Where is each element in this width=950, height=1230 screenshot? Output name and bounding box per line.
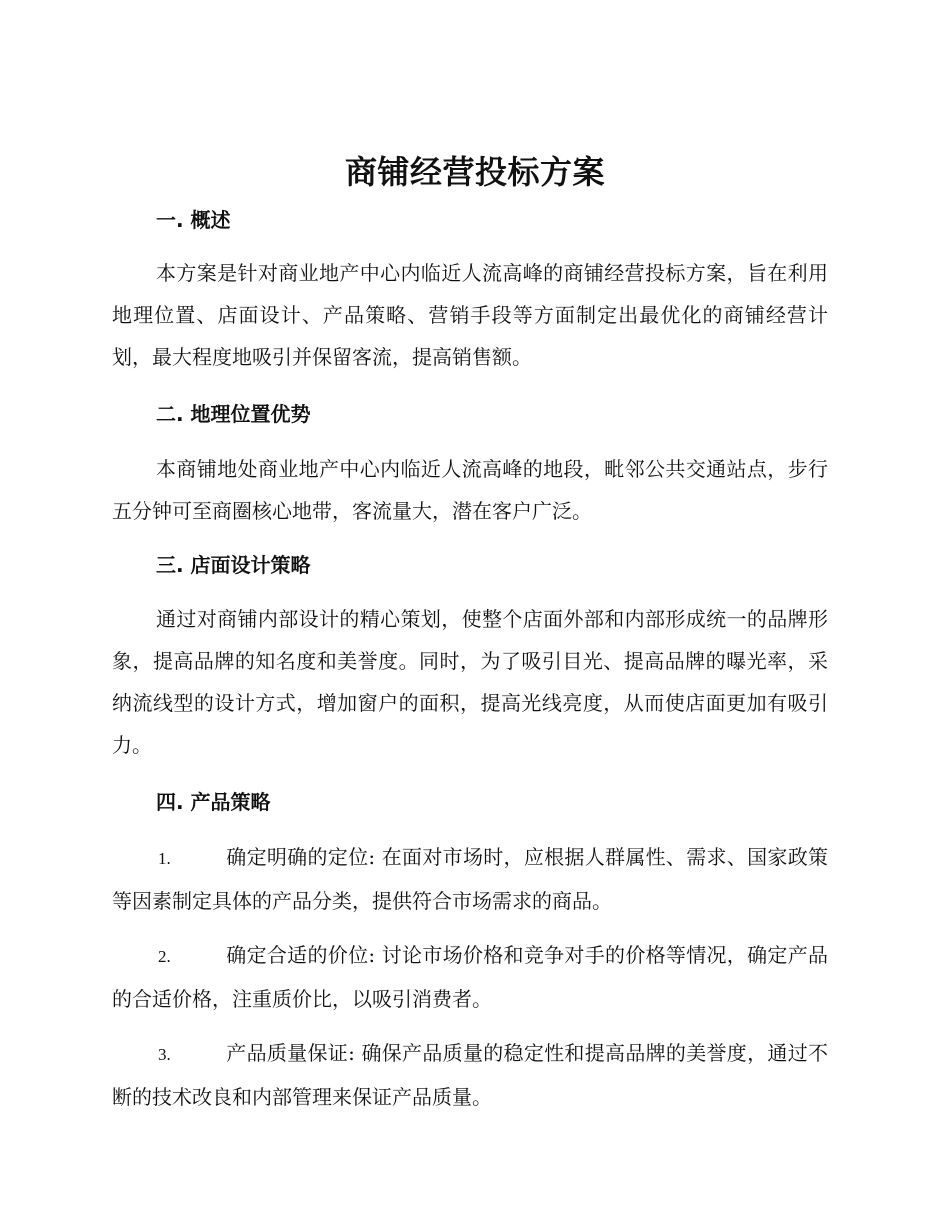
list-item-number: 3. xyxy=(158,1045,171,1064)
section-heading-location: 二. 地理位置优势 xyxy=(156,402,311,426)
list-item-text: 确定合适的价位: 讨论市场价格和竞争对手的价格等情况，确定产品的合适价格，注重质价比，以吸引消费者。 xyxy=(112,943,828,1011)
list-item xyxy=(112,934,828,1020)
section-heading-overview: 一. 概述 xyxy=(156,208,231,232)
list-item-number: 2. xyxy=(158,947,171,966)
list-item xyxy=(112,836,828,922)
section-paragraph-store-design: 通过对商铺内部设计的精心策划，使整个店面外部和内部形成统一的品牌形象，提高品牌的知名度和美誉度。同时，为了吸引目光、提高品牌的曝光率，采纳流线型的设计方式，增加窗户的面积，提高光线亮度，从而使店面更加有吸引力。 xyxy=(112,607,828,757)
document-title: 商铺经营投标方案 xyxy=(344,153,605,191)
section-heading-store-design: 三. 店面设计策略 xyxy=(156,553,311,577)
section-paragraph-location: 本商铺地处商业地产中心内临近人流高峰的地段，毗邻公共交通站点，步行五分钟可至商圈核心地带，客流量大，潜在客户广泛。 xyxy=(112,457,828,523)
list-item xyxy=(112,1032,828,1118)
list-item-text: 产品质量保证: 确保产品质量的稳定性和提高品牌的美誉度，通过不断的技术改良和内部管理来保证产品质量。 xyxy=(112,1041,828,1109)
section-paragraph-overview: 本方案是针对商业地产中心内临近人流高峰的商铺经营投标方案，旨在利用地理位置、店面设计、产品策略、营销手段等方面制定出最优化的商铺经营计划，最大程度地吸引并保留客流，提高销售额。 xyxy=(112,261,828,369)
section-heading-product-strategy: 四. 产品策略 xyxy=(156,790,271,814)
list-item-number: 1. xyxy=(158,849,171,868)
list-item-text: 确定明确的定位: 在面对市场时，应根据人群属性、需求、国家政策等因素制定具体的产品分类，提供符合市场需求的商品。 xyxy=(112,845,828,913)
